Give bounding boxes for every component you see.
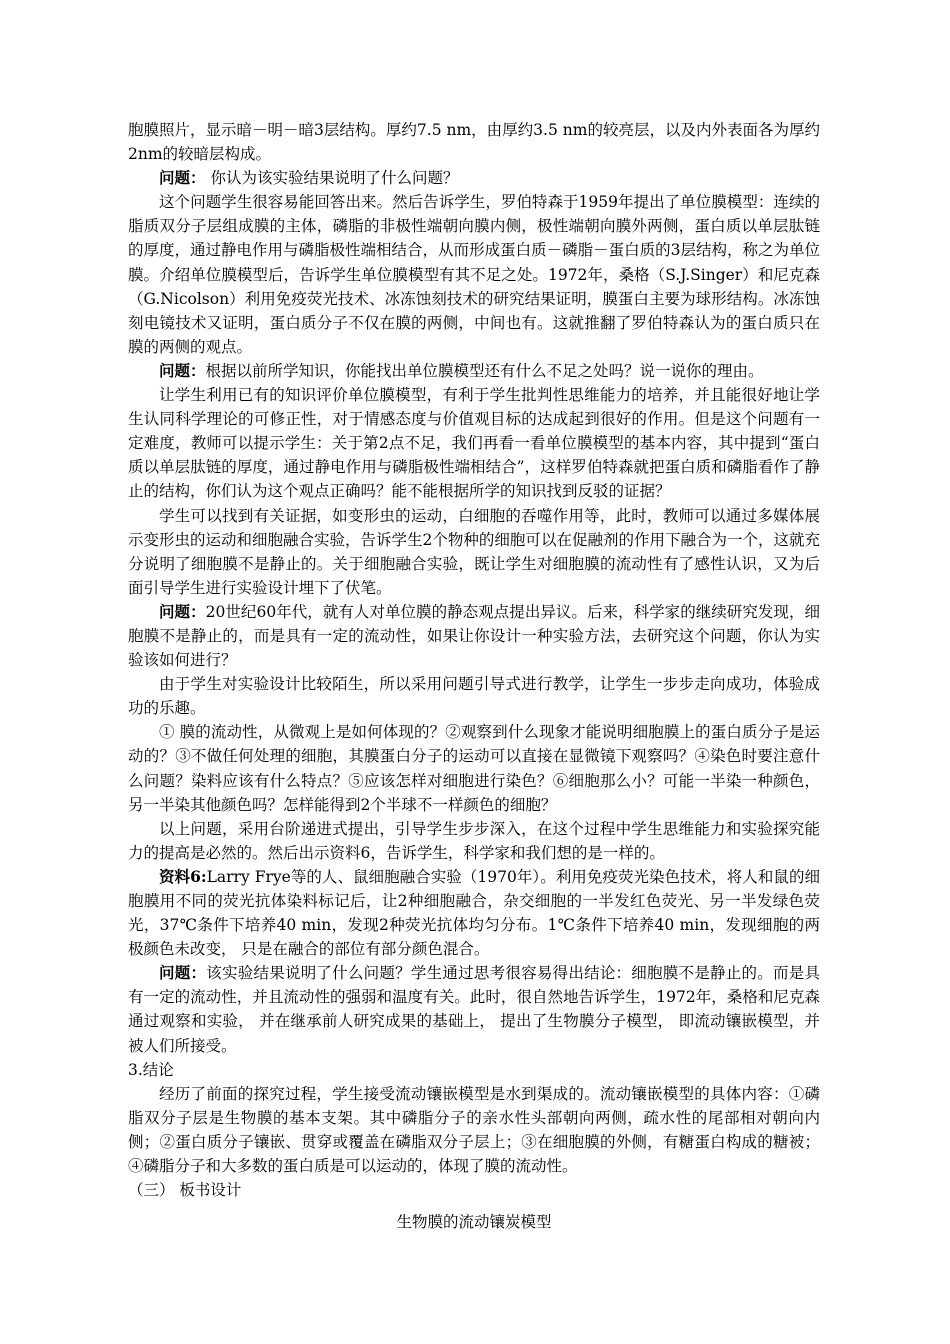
- paragraph-text: Larry Frye等的人、鼠细胞融合实验（1970年）。利用免疫荧光染色技术，将人和鼠的细胞膜用不同的荧光抗体染料标记后，让2种细胞融合，杂交细胞的一半发红色荧光、另一半发绿色荧光，37℃条件下培养40 min，发现2种荧光抗体均匀分布。1℃条件下培养40 min，发现细胞的两极颜色未改变， 只是在融合的部位有部分颜色混合。: [128, 867, 820, 959]
- conclusion-paragraph: [128, 1082, 820, 1178]
- document-page: [128, 118, 820, 1234]
- paragraph-text: 由于学生对实验设计比较陌生，所以采用问题引导式进行教学，让学生一步步走向成功，体验成功的乐趣。: [128, 675, 820, 718]
- material-label: 资料6:: [159, 866, 207, 886]
- question-label: 问题：: [159, 601, 206, 621]
- paragraph-9: [128, 817, 820, 865]
- paragraph-text: ① 膜的流动性，从微观上是如何体现的？②观察到什么现象才能说明细胞膜上的蛋白质分子是运动的？③不做任何处理的细胞，其膜蛋白分子的运动可以直接在显微镜下观察吗？④染色时要注意什么问题？染料应该有什么特点？⑤应该怎样对细胞进行染色？⑥细胞那么小？可能一半染一种颜色，另一半染其他颜色吗？怎样能得到2个半球不一样颜色的细胞？: [128, 723, 820, 814]
- paragraph-text: 胞膜照片，显示暗－明－暗3层结构。厚约7.5 nm，由厚约3.5 nm的较亮层，以及内外表面各为厚约2nm的较暗层构成。: [128, 121, 820, 164]
- guided-questions-list: [128, 720, 820, 816]
- board-design-heading: （三） 板书设计: [128, 1181, 242, 1200]
- paragraph-text: 经历了前面的探究过程，学生接受流动镶嵌模型是水到渠成的。流动镶嵌模型的具体内容：①磷脂双分子层是生物膜的基本支架。其中磷脂分子的亲水性头部朝向两侧，疏水性的尾部相对朝向内侧；②蛋白质分子镶嵌、贯穿或覆盖在磷脂双分子层上；③在细胞膜的外侧，有糖蛋白构成的糖被；④磷脂分子和大多数的蛋白质是可以运动的，体现了膜的流动性。: [128, 1084, 820, 1176]
- paragraph-text: 该实验结果说明了什么问题？学生通过思考很容易得出结论：细胞膜不是静止的。而是具有一定的流动性，并且流动性的强弱和温度有关。此时，很自然地告诉学生，1972年，桑格和尼克森通过观察和实验， 并在继承前人研究成果的基础上， 提出了生物膜分子模型， 即流动镶嵌模型，并被人们所接受。: [128, 964, 820, 1055]
- paragraph-text: 根据以前所学知识，你能找出单位膜模型还有什么不足之处吗？说一说你的理由。: [205, 361, 764, 380]
- paragraph-text: 你认为该实验结果说明了什么问题？: [205, 169, 459, 188]
- paragraph-text: 以上问题，采用台阶递进式提出，引导学生步步深入，在这个过程中学生思维能力和实验探究能力的提高是必然的。然后出示资料6，告诉学生，科学家和我们想的是一样的。: [128, 819, 820, 862]
- question-paragraph-11: [128, 961, 820, 1057]
- paragraph-7: [128, 672, 820, 720]
- question-paragraph-1: [128, 166, 820, 190]
- question-paragraph-3: [128, 359, 820, 383]
- paragraph-text: 学生可以找到有关证据，如变形虫的运动，白细胞的吞噬作用等，此时，教师可以通过多媒体展示变形虫的运动和细胞融合实验，告诉学生2个物种的细胞可以在促融剂的作用下融合为一个，这就充分说明了细胞膜不是静止的。关于细胞融合实验，既让学生对细胞膜的流动性有了感性认识，又为后面引导学生进行实验设计埋下了伏笔。: [128, 506, 820, 597]
- paragraph-4: [128, 383, 820, 503]
- question-label: 问题：: [159, 360, 206, 380]
- question-label: 问题：: [159, 168, 206, 188]
- paragraph-0: [128, 118, 820, 166]
- paragraph-text: 20世纪60年代，就有人对单位膜的静态观点提出异议。后来，科学家的继续研究发现，细胞膜不是静止的，而是具有一定的流动性，如果让你设计一种实验方法，去研究这个问题，你认为实验该如何进行？: [128, 602, 820, 670]
- question-label: 问题：: [159, 963, 207, 983]
- material-6-paragraph: [128, 865, 820, 961]
- paragraph-2: [128, 190, 820, 359]
- board-title: 生物膜的流动镶炭模型: [396, 1213, 552, 1232]
- paragraph-5: [128, 504, 820, 600]
- section-3-heading: 3.结论: [128, 1060, 174, 1079]
- paragraph-text: 这个问题学生很容易能回答出来。然后告诉学生，罗伯特森于1959年提出了单位膜模型：连续的脂质双分子层组成膜的主体，磷脂的非极性端朝向膜内侧，极性端朝向膜外两侧，蛋白质以单层肽链的厚度，通过静电作用与磷脂极性端相结合，从而形成蛋白质－磷脂－蛋白质的3层结构，称之为单位膜。介绍单位膜模型后，告诉学生单位膜模型有其不足之处。1972年，桑格（S.J.Singer）和尼克森（G.Nicolson）利用免疫荧光技术、冰冻蚀刻技术的研究结果证明，膜蛋白主要为球形结构。冰冻蚀刻电镜技术又证明，蛋白质分子不仅在膜的两侧，中间也有。这就推翻了罗伯特森认为的蛋白质只在膜的两侧的观点。: [128, 193, 820, 356]
- question-paragraph-6: [128, 600, 820, 672]
- paragraph-text: 让学生利用已有的知识评价单位膜模型，有利于学生批判性思维能力的培养，并且能很好地让学生认同科学理论的可修正性，对于情感态度与价值观目标的达成起到很好的作用。但是这个问题有一定难度，教师可以提示学生：关于第2点不足，我们再看一看单位膜模型的基本内容，其中提到“蛋白质以单层肽链的厚度，通过静电作用与磷脂极性端相结合”，这样罗伯特森就把蛋白质和磷脂看作了静止的结构，你们认为这个观点正确吗？能不能根据所学的知识找到反驳的证据？: [128, 386, 820, 501]
